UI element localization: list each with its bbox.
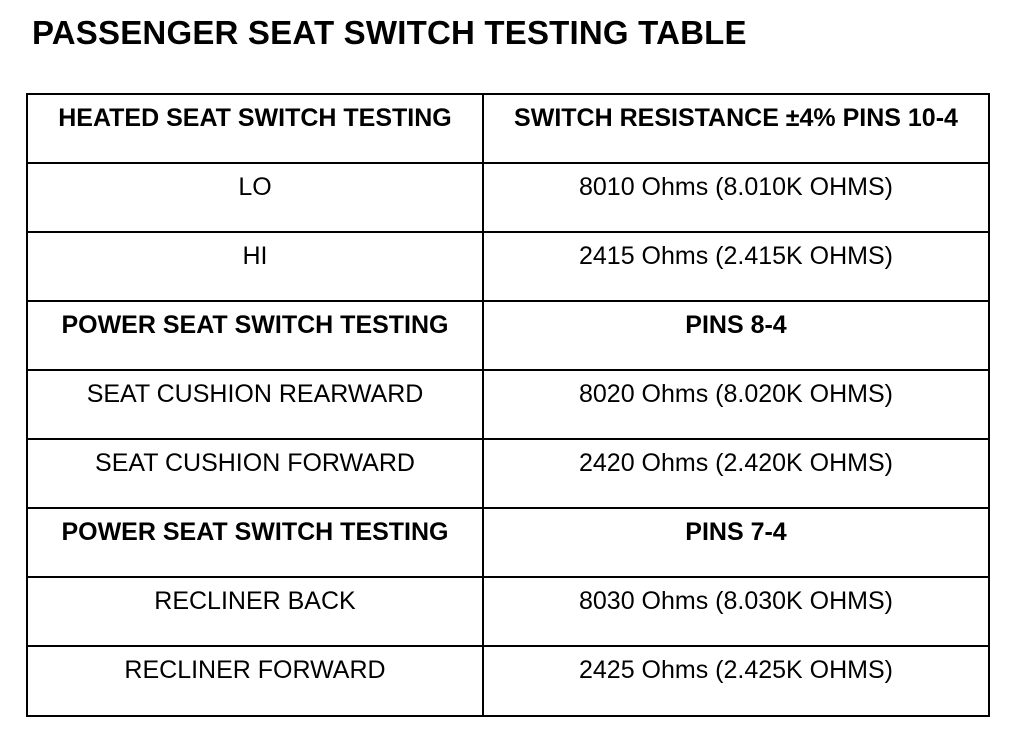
- cell-text: PINS 7-4: [685, 518, 787, 546]
- table-cell: [27, 508, 483, 577]
- table-row: [27, 439, 989, 508]
- table-cell: [27, 232, 483, 301]
- cell-text: 2425 Ohms (2.425K OHMS): [578, 656, 893, 684]
- cell-text: PINS 8-4: [685, 311, 787, 339]
- table-cell: [483, 163, 989, 232]
- cell-text: HI: [242, 242, 268, 270]
- table-row: [27, 370, 989, 439]
- table-row: [27, 646, 989, 716]
- table-cell: [27, 439, 483, 508]
- table-cell: [27, 646, 483, 716]
- cell-text: 2415 Ohms (2.415K OHMS): [578, 242, 893, 270]
- table-cell: [483, 646, 989, 716]
- table-row: [27, 232, 989, 301]
- cell-text: 8010 Ohms (8.010K OHMS): [578, 173, 893, 201]
- switch-testing-table: [26, 93, 990, 717]
- cell-text: RECLINER FORWARD: [124, 656, 386, 684]
- table-cell: [27, 370, 483, 439]
- section-header-row-power-seat-8-4: [27, 301, 989, 370]
- section-header-row-heated-seat: [27, 94, 989, 163]
- table-cell: [483, 301, 989, 370]
- table-cell: [27, 577, 483, 646]
- table-cell: [27, 94, 483, 163]
- table-cell: [483, 577, 989, 646]
- cell-text: SEAT CUSHION REARWARD: [86, 380, 424, 408]
- cell-text: SEAT CUSHION FORWARD: [95, 449, 415, 477]
- table-cell: [27, 163, 483, 232]
- table-cell: [483, 232, 989, 301]
- cell-text: HEATED SEAT SWITCH TESTING: [58, 104, 452, 132]
- cell-text: 8020 Ohms (8.020K OHMS): [578, 380, 893, 408]
- table-cell: [483, 508, 989, 577]
- table-cell: [483, 94, 989, 163]
- cell-text: 2420 Ohms (2.420K OHMS): [578, 449, 893, 477]
- table-cell: [483, 439, 989, 508]
- cell-text: SWITCH RESISTANCE ±4% PINS 10-4: [514, 104, 958, 132]
- table-cell: [27, 301, 483, 370]
- cell-text: POWER SEAT SWITCH TESTING: [61, 518, 449, 546]
- section-header-row-power-seat-7-4: [27, 508, 989, 577]
- table-row: [27, 163, 989, 232]
- cell-text: RECLINER BACK: [154, 587, 356, 615]
- cell-text: LO: [238, 173, 272, 201]
- cell-text: 8030 Ohms (8.030K OHMS): [578, 587, 893, 615]
- page-title: PASSENGER SEAT SWITCH TESTING TABLE: [32, 14, 747, 51]
- table-row: [27, 577, 989, 646]
- table-cell: [483, 370, 989, 439]
- cell-text: POWER SEAT SWITCH TESTING: [61, 311, 449, 339]
